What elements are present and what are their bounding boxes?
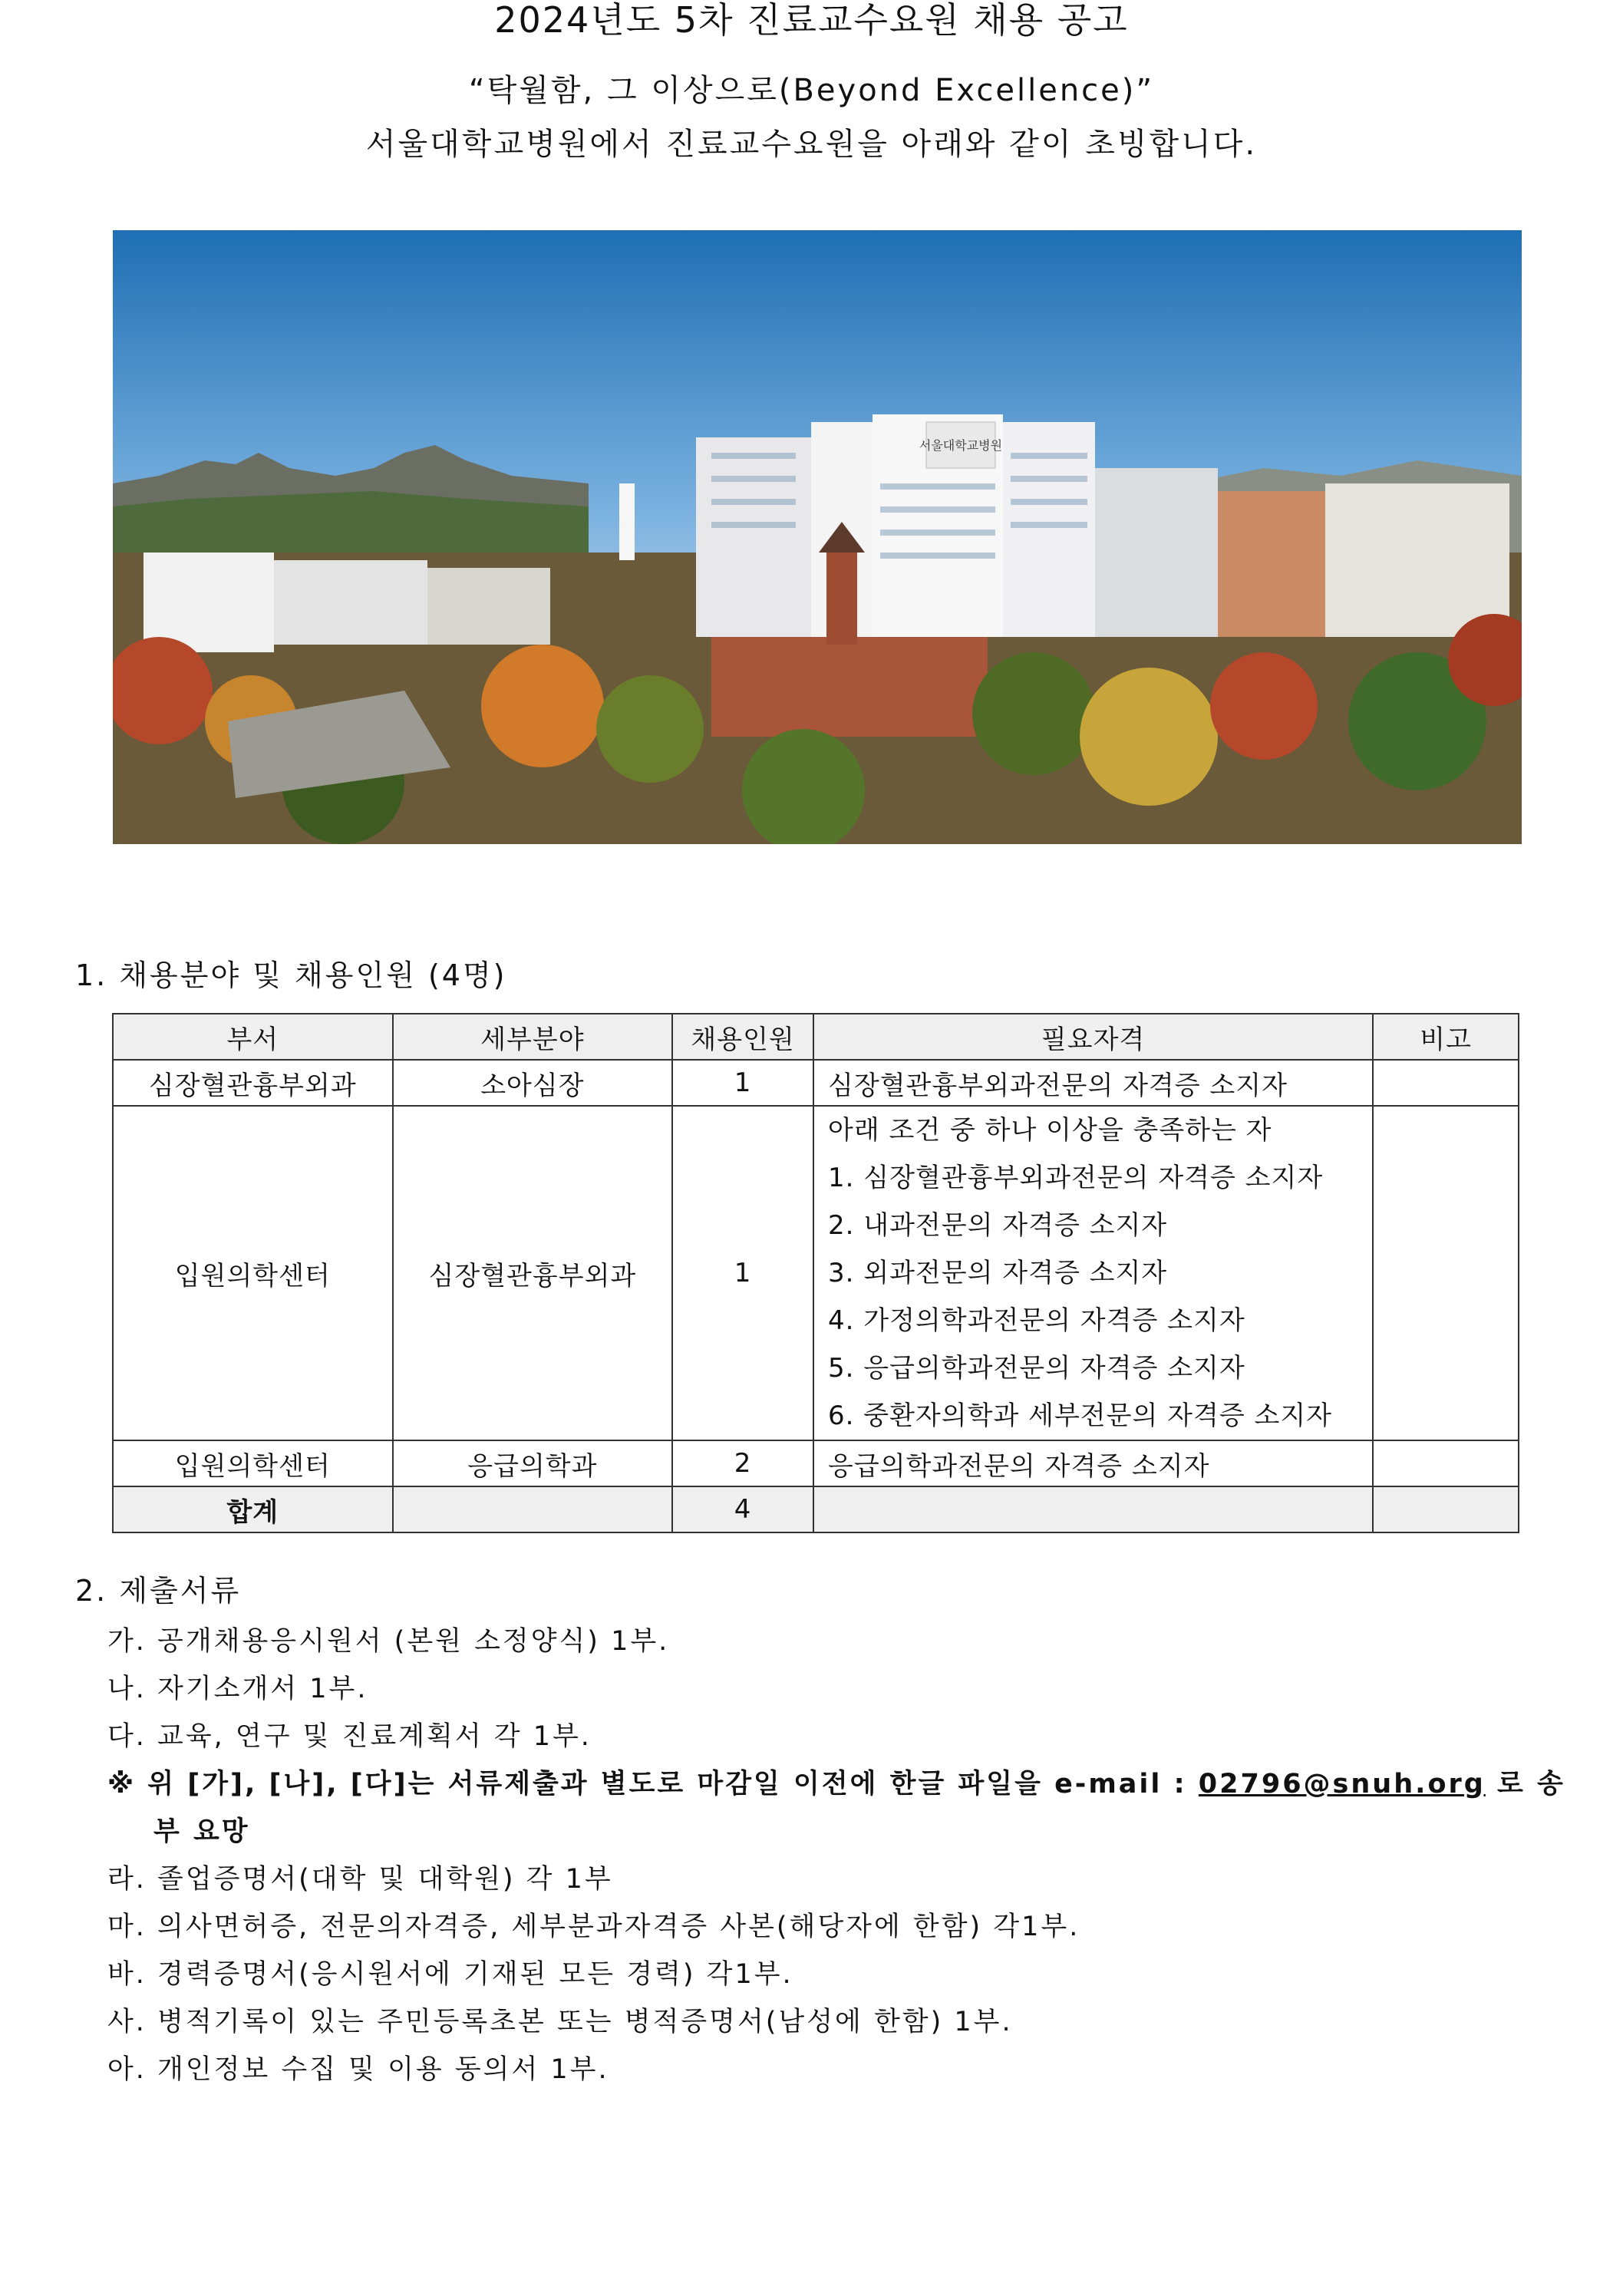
note-cell	[1373, 1060, 1519, 1106]
requirement-line: 4. 가정의학과전문의 자격증 소지자	[828, 1305, 1245, 1336]
requirement-cell: 심장혈관흉부외과전문의 자격증 소지자	[813, 1060, 1373, 1106]
dept-cell: 입원의학센터	[113, 1106, 393, 1440]
list-item: 사. 병적기록이 있는 주민등록초본 또는 병적증명서(남성에 한함) 1부.	[107, 2007, 1013, 2037]
section1-heading: 1. 채용분야 및 채용인원 (4명)	[75, 958, 507, 992]
requirement-line: 2. 내과전문의 자격증 소지자	[828, 1210, 1168, 1241]
recruitment-table	[112, 1013, 1519, 1533]
requirement-line: 1. 심장혈관흉부외과전문의 자격증 소지자	[828, 1163, 1324, 1193]
list-item: 다. 교육, 연구 및 진료계획서 각 1부.	[107, 1721, 592, 1752]
total-empty-cell	[813, 1486, 1373, 1532]
requirement-list-cell	[813, 1106, 1373, 1440]
slogan: “탁월함, 그 이상으로(Beyond Excellence)”	[468, 73, 1155, 108]
dept-cell: 입원의학센터	[113, 1440, 393, 1486]
col-header-count: 채용인원	[672, 1014, 813, 1060]
requirement-line: 3. 외과전문의 자격증 소지자	[828, 1258, 1168, 1288]
field-cell: 심장혈관흉부외과	[393, 1106, 673, 1440]
requirement-line: 5. 응급의학과전문의 자격증 소지자	[828, 1353, 1245, 1384]
note-suffix: 로 송부 요망	[153, 1769, 1565, 1847]
list-item: 아. 개인정보 수집 및 이용 동의서 1부.	[107, 2054, 609, 2085]
list-item: 라. 졸업증명서(대학 및 대학원) 각 1부	[107, 1864, 613, 1895]
table-header-row	[113, 1014, 1519, 1060]
total-empty-cell	[393, 1486, 673, 1532]
list-item: 나. 자기소개서 1부.	[107, 1674, 368, 1704]
section2-heading: 2. 제출서류	[75, 1574, 242, 1608]
email-note	[107, 1760, 1565, 1856]
requirement-line: 아래 조건 중 하나 이상을 충족하는 자	[828, 1115, 1272, 1146]
total-empty-cell	[1373, 1486, 1519, 1532]
table-row	[113, 1440, 1519, 1486]
col-header-dept: 부서	[113, 1014, 393, 1060]
count-cell: 2	[672, 1440, 813, 1486]
field-cell: 응급의학과	[393, 1440, 673, 1486]
col-header-field: 세부분야	[393, 1014, 673, 1060]
document-list	[107, 1618, 1565, 2093]
page-title: 2024년도 5차 진료교수요원 채용 공고	[494, 0, 1129, 41]
list-item: 마. 의사면허증, 전문의자격증, 세부분과자격증 사본(해당자에 한함) 각1부.	[107, 1912, 1080, 1942]
count-cell: 1	[672, 1106, 813, 1440]
list-item: 가. 공개채용응시원서 (본원 소정양식) 1부.	[107, 1626, 670, 1657]
total-label: 합계	[113, 1486, 393, 1532]
list-item: 바. 경력증명서(응시원서에 기재된 모든 경력) 각1부.	[107, 1959, 793, 1990]
dept-cell: 심장혈관흉부외과	[113, 1060, 393, 1106]
table-row	[113, 1060, 1519, 1106]
col-header-requirements: 필요자격	[813, 1014, 1373, 1060]
building-sign: 서울대학교병원	[919, 438, 1003, 453]
total-row	[113, 1486, 1519, 1532]
email-link[interactable]: 02796@snuh.org	[1198, 1769, 1486, 1800]
note-prefix: ※ 위 [가], [나], [다]는 서류제출과 별도로 마감일 이전에 한글 파일을 e-mail :	[107, 1769, 1199, 1800]
total-count: 4	[672, 1486, 813, 1532]
note-cell	[1373, 1440, 1519, 1486]
col-header-note: 비고	[1373, 1014, 1519, 1060]
requirement-cell: 응급의학과전문의 자격증 소지자	[813, 1440, 1373, 1486]
field-cell: 소아심장	[393, 1060, 673, 1106]
table-row	[113, 1106, 1519, 1440]
note-cell	[1373, 1106, 1519, 1440]
intro-text: 서울대학교병원에서 진료교수요원을 아래와 같이 초빙합니다.	[365, 127, 1258, 162]
hospital-campus-photo	[113, 230, 1522, 844]
count-cell: 1	[672, 1060, 813, 1106]
requirement-line: 6. 중환자의학과 세부전문의 자격증 소지자	[828, 1400, 1333, 1431]
